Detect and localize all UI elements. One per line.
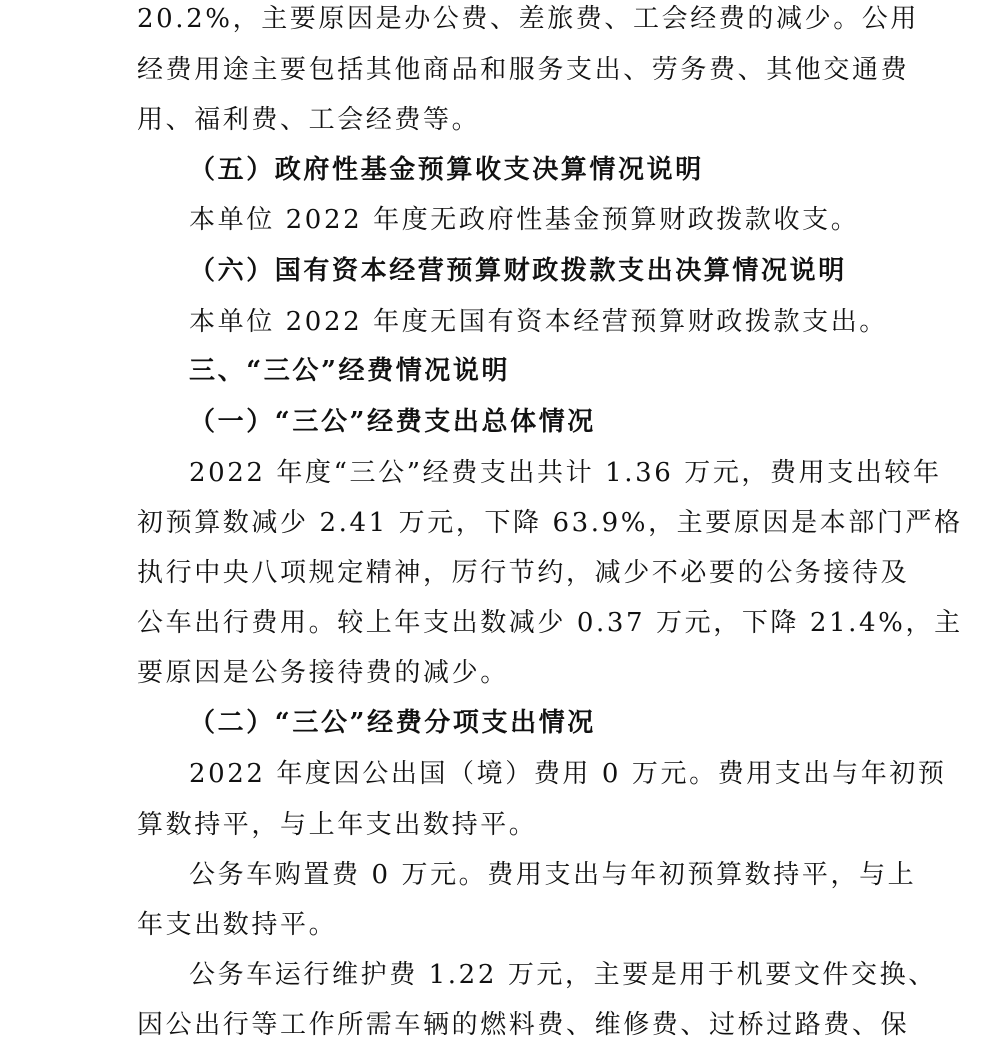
paragraph-line: 公务车运行维护费 1.22 万元，主要是用于机要文件交换、 [189,960,937,990]
paragraph-line: 年支出数持平。 [137,910,338,940]
paragraph-line: 用、福利费、工会经费等。 [137,105,481,135]
paragraph-line: 公车出行费用。较上年支出数减少 0.37 万元，下降 21.4%，主 [137,608,963,638]
paragraph-line: 2022 年度因公出国（境）费用 0 万元。费用支出与年初预 [189,759,947,789]
paragraph-line: 20.2%，主要原因是办公费、差旅费、工会经费的减少。公用 [137,4,919,34]
section-heading-5: （五）政府性基金预算收支决算情况说明 [189,155,704,185]
paragraph-line: 初预算数减少 2.41 万元，下降 63.9%，主要原因是本部门严格 [137,508,963,538]
paragraph-line: 本单位 2022 年度无政府性基金预算财政拨款收支。 [189,205,860,235]
paragraph-line: 要原因是公务接待费的减少。 [137,658,509,688]
paragraph-line: 本单位 2022 年度无国有资本经营预算财政拨款支出。 [189,307,888,337]
section-heading-2: （二）“三公”经费分项支出情况 [189,708,596,738]
section-heading-6: （六）国有资本经营预算财政拨款支出决算情况说明 [189,256,847,286]
paragraph-line: 公务车购置费 0 万元。费用支出与年初预算数持平，与上 [189,860,917,890]
paragraph-line: 执行中央八项规定精神，厉行节约，减少不必要的公务接待及 [137,558,910,588]
paragraph-line: 经费用途主要包括其他商品和服务支出、劳务费、其他交通费 [137,55,910,85]
paragraph-line: 因公出行等工作所需车辆的燃料费、维修费、过桥过路费、保 [137,1010,910,1040]
chapter-heading-3: 三、“三公”经费情况说明 [189,356,511,386]
paragraph-line: 2022 年度“三公”经费支出共计 1.36 万元，费用支出较年 [189,458,942,488]
section-heading-1: （一）“三公”经费支出总体情况 [189,407,596,437]
paragraph-line: 算数持平，与上年支出数持平。 [137,810,538,840]
